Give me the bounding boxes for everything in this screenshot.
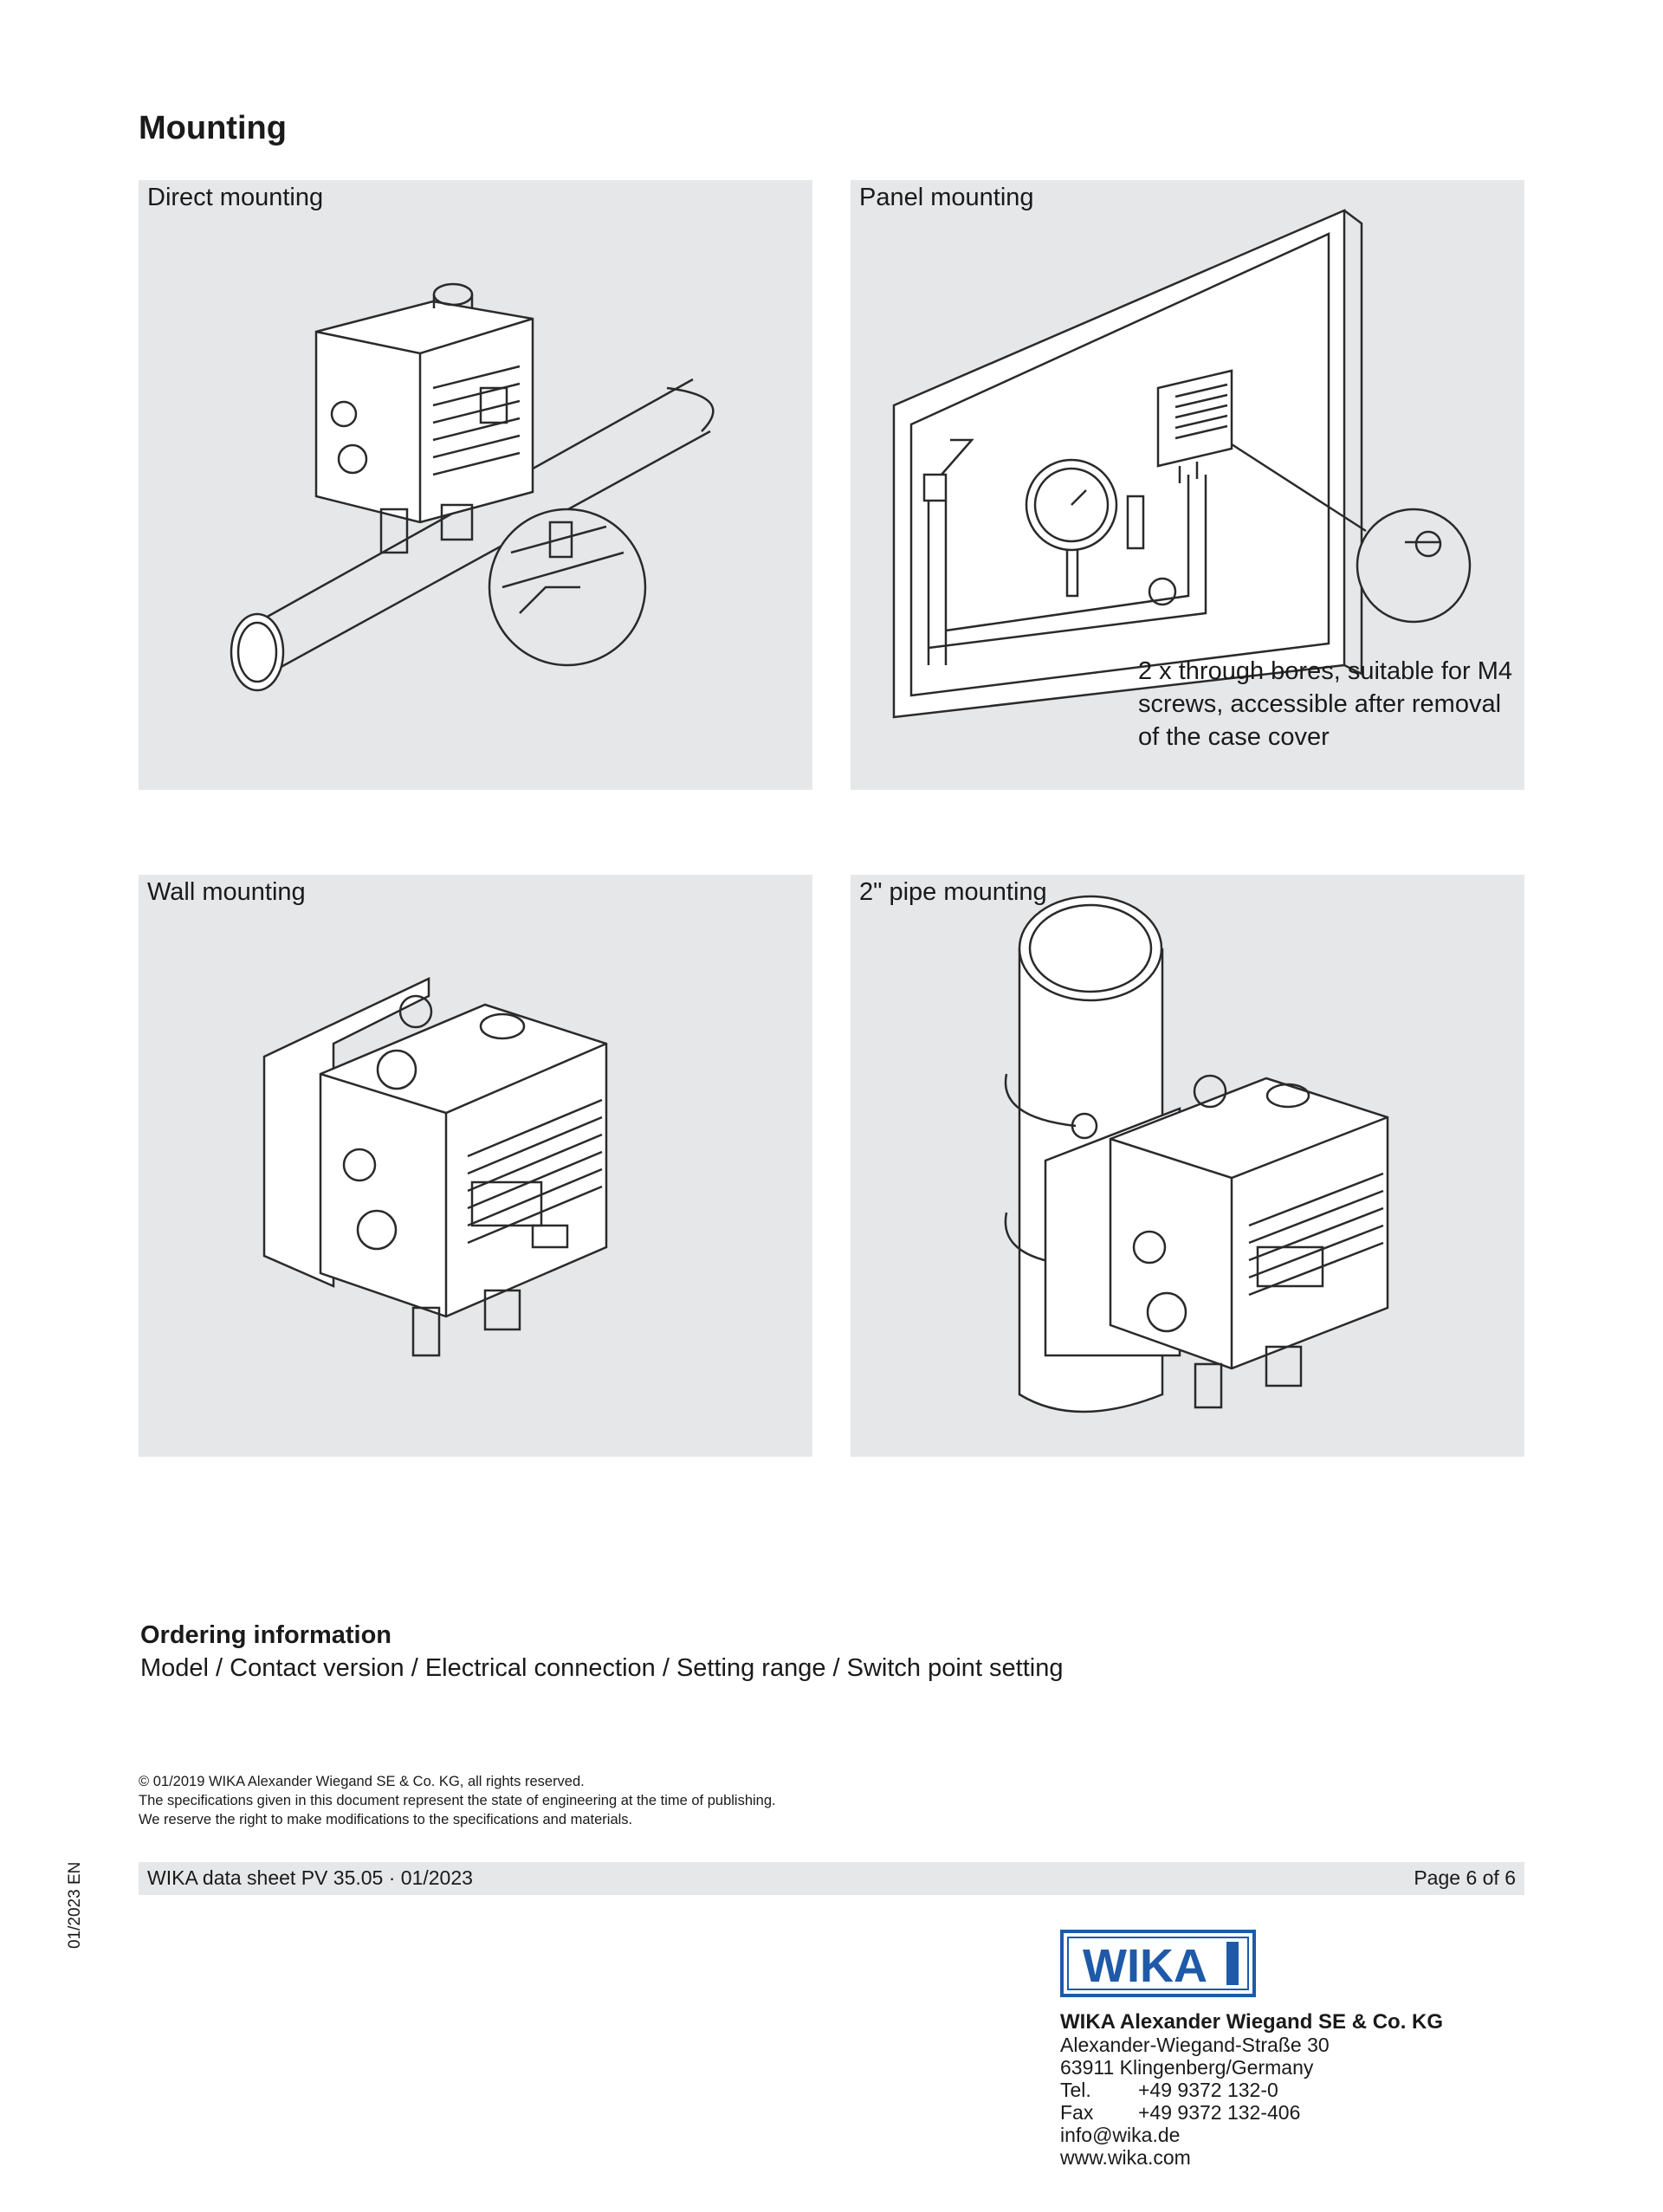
ordering-heading: Ordering information — [140, 1621, 391, 1649]
wall-mounting-panel — [139, 875, 812, 1457]
address-website[interactable]: www.wika.com — [1060, 2146, 1191, 2169]
company-name: WIKA Alexander Wiegand SE & Co. KG — [1060, 2010, 1444, 2034]
address-email[interactable]: info@wika.de — [1060, 2124, 1181, 2146]
panel-label: 2" pipe mounting — [859, 878, 1047, 906]
direct-mounting-panel — [139, 180, 812, 790]
panel-label: Wall mounting — [147, 878, 306, 906]
side-edition-label: 01/2023 EN — [66, 1861, 84, 1949]
panel-label: Panel mounting — [859, 184, 1034, 211]
pipe-mounting-drawing — [851, 875, 1524, 1457]
direct-mounting-drawing — [139, 180, 812, 790]
address-fax: Fax +49 9372 132-406 — [1060, 2101, 1301, 2124]
wall-mounting-drawing — [139, 875, 812, 1457]
copyright-notice: © 01/2019 WIKA Alexander Wiegand SE & Co. KG, all rights reserved. The specifications given in this document represent the state of engineering at the time of publishing. We reserve the right to make modifications to the specifications and materials. — [139, 1774, 776, 1827]
ordering-text: Model / Contact version / Electrical connection / Setting range / Switch point setting — [140, 1654, 1064, 1682]
address-tel: Tel. +49 9372 132-0 — [1060, 2079, 1278, 2101]
address-city: 63911 Klingenberg/Germany — [1060, 2056, 1314, 2079]
page-title: Mounting — [139, 110, 287, 146]
wika-logo-text: WIKA — [1083, 1940, 1207, 1992]
footer-bar — [139, 1862, 1524, 1895]
address-street: Alexander-Wiegand-Straße 30 — [1060, 2034, 1330, 2056]
pipe-mounting-panel — [851, 875, 1524, 1457]
company-address — [1060, 2011, 1443, 2169]
panel-mounting-panel — [851, 180, 1524, 790]
footer-datasheet: WIKA data sheet PV 35.05 · 01/2023 — [147, 1866, 473, 1889]
footer-page-number: Page 6 of 6 — [1414, 1866, 1516, 1889]
wika-logo — [1060, 1930, 1256, 1997]
panel-mounting-note: 2 x through bores, suitable for M4 screws, accessible after removal of the case cover — [1138, 657, 1513, 751]
panel-label: Direct mounting — [147, 184, 324, 211]
